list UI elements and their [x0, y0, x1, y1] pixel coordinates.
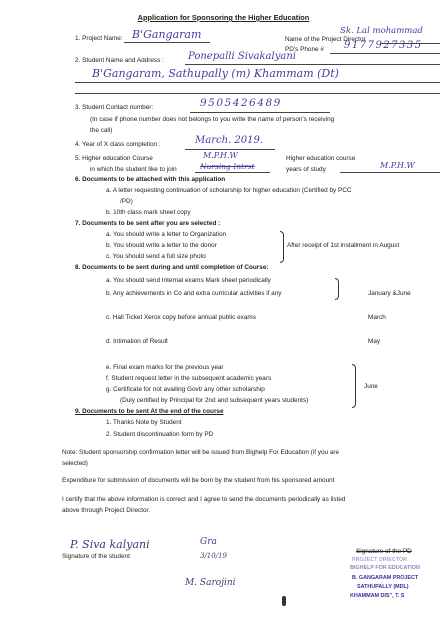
pd-stamp-line-4: SATHUPALLY (MDL) [357, 584, 409, 590]
completion-line [185, 149, 275, 150]
pd-stamp-line-5: KHAMMAM DIS", T. S [350, 593, 405, 599]
middle-signature-1: Gra [200, 537, 217, 547]
sec8-item-g: g. Certificate for not availing Govt/ any other scholarship [106, 386, 265, 393]
sec8-item-g2: (Duly certified by Principal for 2nd and subsequent years students) [120, 397, 309, 404]
sec8-ab-brace [335, 278, 339, 300]
sec6-item-b: b. 10th class mark sheet copy [106, 209, 191, 216]
middle-signature-date: 3/10/19 [200, 552, 227, 560]
course-line [195, 172, 270, 173]
student-name-line [185, 64, 440, 65]
contact-label: 3. Student Contact number: [75, 104, 154, 111]
course-years-line [340, 172, 440, 173]
sec8-efg-when: June [364, 383, 378, 390]
sec7-item-a: a. You should write a letter to Organization [106, 231, 227, 238]
pd-signature-label: Signature of the PD [356, 548, 412, 555]
contact-line [190, 112, 330, 113]
course-years-value: M.P.H.W [380, 161, 415, 170]
sec8-efg-brace [352, 364, 356, 408]
sec8-item-f: f. Student request letter in the subsequent academic years [106, 375, 272, 382]
pd-phone-line [330, 53, 440, 54]
page-title: Application for Sponsoring the Higher Education [137, 13, 310, 22]
sec8-item-b: b. Any achievements in Co and extra curricular activities if any [106, 290, 282, 297]
sec7-item-b: b. You should write a letter to the donor [106, 242, 217, 249]
note-text-2: selected) [62, 460, 88, 467]
student-signature: P. Siva kalyani [70, 538, 150, 551]
sec6-item-a: a. A letter requesting continuation of scholarship for higher education (Certified by PCC [106, 187, 352, 194]
pd-stamp-line-2: BIGHELP FOR EDUCATION [350, 565, 420, 571]
sec7-item-c: c. You should send a full size photo [106, 253, 206, 260]
sec8-item-a: a. You should send Internal exams Mark sheet periodically [106, 277, 271, 284]
pd-phone-value: 9177927335 [344, 40, 423, 51]
completion-label: 4. Year of X class completion : [75, 141, 161, 148]
course-label-2: in which the student like to join [90, 166, 177, 173]
sec9-title: 9. Documents to be sent At the end of the course [75, 408, 224, 415]
pd-stamp-line-1: PROJECT DIRECTOR [352, 557, 408, 563]
expenditure-text: Expenditure for submission of documents will be born by the student from his sponsored amount [62, 477, 335, 484]
student-signature-label: Signature of the student [62, 553, 130, 560]
sec8-item-e: e. Final exam marks for the previous year [106, 364, 224, 371]
project-name-label: 1. Project Name: [75, 35, 123, 42]
student-name-label: 2. Student Name and Address : [75, 57, 164, 64]
sec7-brace [280, 231, 284, 263]
sec9-item-1: 1. Thanks Note by Student [106, 419, 182, 426]
ink-mark [282, 596, 286, 606]
course-years-label-2: years of study [286, 166, 326, 173]
director-value: Sk. Lal mohammad [340, 26, 423, 36]
sec8-d-when: May [368, 338, 381, 345]
project-name-value: B'Gangaram [132, 28, 202, 41]
sec7-note: After receipt of 1st installment in August [287, 242, 400, 249]
sec8-title: 8. Documents to be sent during and until completion of Course: [75, 264, 269, 271]
note-text: Note: Student sponsorship confirmation letter will be issued from Bighelp For Education (if you are [62, 449, 340, 456]
sec8-c-when: March [368, 314, 386, 321]
sec7-title: 7. Documents to be sent after you are selected : [75, 220, 221, 227]
course-label: 5. Higher education Course [75, 155, 153, 162]
contact-note-1: (In case if phone number does not belongs to you write the name of person's receiving [90, 116, 335, 123]
project-name-line [124, 42, 210, 43]
course-strike: Nursing Intrst [200, 162, 255, 171]
sec9-item-2: 2. Student discontinuation form by PD [106, 431, 214, 438]
certify-text-1: I certify that the above information is correct and I agree to send the documents periodically as listed [62, 496, 346, 503]
contact-note-2: the call) [90, 127, 113, 134]
pd-stamp-line-3: B. GANGARAM PROJECT [352, 575, 419, 581]
sec8-ab-when: January &June [368, 290, 411, 297]
certify-text-2: above through Project Director. [62, 507, 151, 514]
contact-value: 9505426489 [200, 97, 282, 109]
sec6-item-a2: /PD) [120, 198, 133, 205]
course-value: M.P.H.W [203, 151, 238, 160]
sec6-title: 6. Documents to be attached with this application [75, 176, 226, 183]
completion-value: March. 2019. [195, 135, 264, 146]
student-name-value: Ponepalli Sivakalyani [188, 51, 296, 62]
director-label: Name of the Project Director [285, 36, 366, 43]
student-address-value: B'Gangaram, Sathupally (m) Khammam (Dt) [92, 67, 339, 80]
pd-phone-label: PD's Phone # [285, 46, 324, 53]
sec8-item-d: d. Intimation of Result [106, 338, 168, 345]
address-line-2 [75, 93, 440, 94]
sec8-item-c: c. Hall Ticket Xerox copy before annual public exams [106, 314, 256, 321]
address-line-1 [75, 82, 440, 83]
course-years-label-1: Higher education course [286, 155, 356, 162]
middle-signature-2: M. Sarojini [185, 578, 236, 588]
